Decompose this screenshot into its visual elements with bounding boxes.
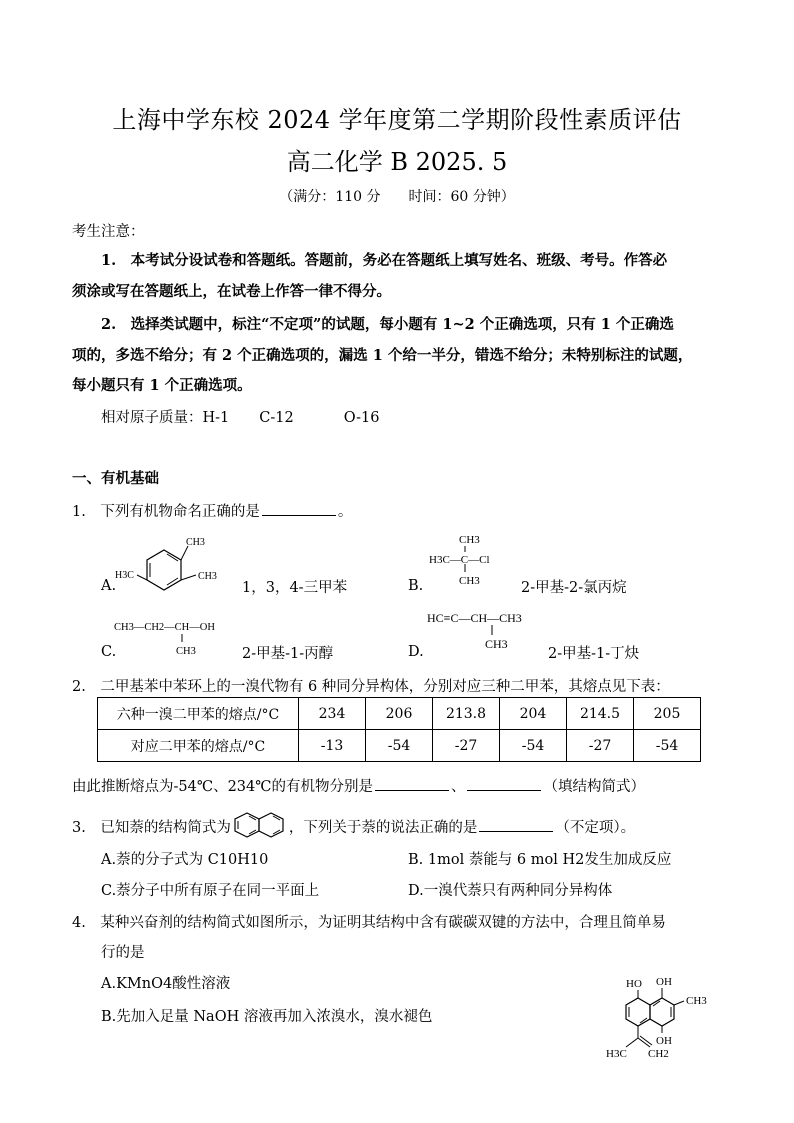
table-cell: 204 — [500, 698, 567, 730]
table-cell: 205 — [634, 698, 701, 730]
q1-option-d-label: D. — [408, 644, 424, 660]
q2-followup-text: 由此推断熔点为-54℃、234℃的有机物分别是 — [72, 779, 373, 795]
q4-ch3: CH3 — [686, 995, 707, 1007]
q1a-ch3-right: CH3 — [198, 571, 217, 582]
q1-option-c-name: 2-甲基-1-丙醇 — [242, 646, 334, 662]
atomic-mass-line — [101, 406, 380, 427]
notice-item2-line1: 2. 选择类试题中，标注“不定项”的试题，每小题有 1~2 个正确选项，只有 1 个正确选 — [101, 316, 674, 333]
q1-option-b-name: 2-甲基-2-氯丙烷 — [521, 580, 627, 596]
q1-answer-blank[interactable] — [262, 503, 336, 516]
q2-followup-end: （填结构简式） — [543, 779, 645, 795]
q1b-ch3-top: CH3 — [459, 534, 480, 546]
table-cell: 213.8 — [433, 698, 500, 730]
q4-oh-top: OH — [656, 976, 672, 988]
q3-stem-b: ，下列关于萘的说法正确的是 — [288, 820, 478, 836]
q1a-h3c-left: H3C — [115, 570, 134, 581]
naphthalene-structure — [233, 810, 287, 840]
table-row — [98, 730, 701, 762]
melting-point-table — [97, 697, 701, 762]
exam-title-line2: 高二化学 B 2025. 5 — [286, 148, 508, 176]
atomic-mass-h: H-1 — [202, 410, 230, 426]
q4-option-a: A.KMnO4酸性溶液 — [101, 976, 231, 992]
table-row — [98, 698, 701, 730]
table-cell: -13 — [299, 730, 366, 762]
q3-stem — [72, 816, 635, 837]
q1-option-a-name: 1，3，4-三甲苯 — [242, 580, 348, 596]
notice-item2-line2: 项的，多选不给分；有 2 个正确选项的，漏选 1 个给一半分，错选不给分；未特别标注的试题， — [72, 347, 693, 364]
q1-stem-end: 。 — [337, 504, 353, 520]
q1b-chain: H3C—C—Cl — [429, 554, 490, 566]
table-cell: -27 — [433, 730, 500, 762]
q1-stem-text: 1. 下列有机物命名正确的是 — [72, 504, 260, 520]
notice-heading: 考生注意： — [72, 224, 145, 240]
q3-stem-a: 3. 已知萘的结构简式为 — [72, 820, 231, 836]
q3-option-b: B. 1mol 萘能与 6 mol H2发生加成反应 — [408, 852, 672, 868]
q4-oh-bottom: OH — [656, 1035, 672, 1047]
q1d-chain: HC≡C—CH—CH3 — [427, 611, 522, 625]
q1-option-a-label: A. — [101, 578, 117, 594]
q3-stem-c: （不定项）。 — [555, 820, 636, 836]
q2-answer-blank-1[interactable] — [375, 778, 449, 791]
q1a-ch3-top: CH3 — [186, 537, 205, 548]
table-cell: -54 — [366, 730, 433, 762]
q1-structure-a — [112, 530, 232, 600]
table-cell: -27 — [567, 730, 634, 762]
q4-option-b: B.先加入足量 NaOH 溶液再加入浓溴水，溴水褪色 — [101, 1009, 433, 1025]
q1-structure-b — [425, 530, 505, 594]
q3-option-a: A.萘的分子式为 C10H10 — [101, 852, 269, 868]
atomic-mass-c: C-12 — [259, 410, 294, 426]
q4-oh-left: HO — [626, 978, 642, 990]
table-cell: 206 — [366, 698, 433, 730]
table-cell: -54 — [634, 730, 701, 762]
q1b-ch3-bottom: CH3 — [459, 575, 480, 587]
q1-structure-d — [425, 606, 555, 656]
q4-stem-line1: 4. 某种兴奋剂的结构简式如图所示，为证明其结构中含有碳碳双键的方法中，合理且简单易 — [72, 915, 666, 931]
q1c-ch3: CH3 — [176, 646, 196, 657]
q2-followup — [72, 775, 645, 796]
q4-ch2: CH2 — [648, 1048, 669, 1060]
table-cell: 234 — [299, 698, 366, 730]
q2-answer-blank-2[interactable] — [467, 778, 541, 791]
q1d-ch3: CH3 — [485, 637, 508, 651]
notice-item1-line1: 1. 本考试分设试卷和答题纸。答题前，务必在答题纸上填写姓名、班级、考号。作答必 — [101, 252, 668, 269]
exam-subtitle: （满分：110 分 时间：60 分钟） — [279, 189, 515, 205]
q2-followup-sep: 、 — [450, 779, 466, 795]
q3-answer-blank[interactable] — [479, 819, 553, 832]
exam-title-line1: 上海中学东校 2024 学年度第二学期阶段性素质评估 — [112, 106, 682, 134]
table-cell: 214.5 — [567, 698, 634, 730]
section-heading: 一、有机基础 — [72, 470, 159, 487]
q3-option-c: C.萘分子中所有原子在同一平面上 — [101, 883, 320, 899]
q3-option-d: D.一溴代萘只有两种同分异构体 — [408, 883, 613, 899]
notice-item2-line3: 每小题只有 1 个正确选项。 — [72, 377, 252, 394]
q1-option-b-label: B. — [408, 578, 424, 594]
q1-structure-c — [112, 616, 242, 660]
q1-option-d-name: 2-甲基-1-丁炔 — [548, 646, 640, 662]
q2-stem: 2. 二甲基苯中苯环上的一溴代物有 6 种同分异构体，分别对应三种二甲苯，其熔点见下表： — [72, 679, 670, 695]
q1-stem — [72, 500, 352, 521]
q1-option-c-label: C. — [101, 644, 117, 660]
q4-stimulant-structure — [600, 970, 720, 1070]
q1c-chain: CH3—CH2—CH—OH — [114, 622, 215, 633]
table-row1-label: 六种一溴二甲苯的熔点/°C — [98, 698, 299, 730]
atomic-mass-o: O-16 — [343, 410, 380, 426]
notice-item1-line2: 须涂或写在答题纸上，在试卷上作答一律不得分。 — [72, 283, 391, 300]
table-row2-label: 对应二甲苯的熔点/°C — [98, 730, 299, 762]
atomic-mass-label: 相对原子质量： — [101, 410, 203, 426]
q4-h3c: H3C — [606, 1048, 627, 1060]
q4-stem-line2: 行的是 — [101, 945, 145, 961]
table-cell: -54 — [500, 730, 567, 762]
